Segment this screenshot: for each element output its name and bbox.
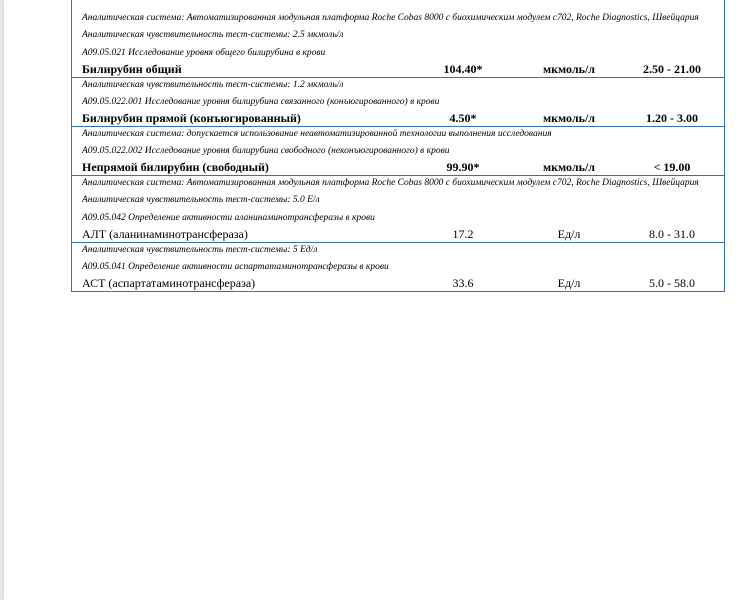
lab-results-table [71,0,725,292]
sensitivity-note: Аналитическая чувствительность тест-системы: 5.0 Е/л [82,195,320,205]
test-name: Непрямой билирубин (свободный) [82,160,269,174]
analytical-system-note: Аналитическая система: допускается использование неавтоматизированной технологии выполнения исследования [82,129,552,139]
result-row [82,227,724,242]
test-value: 104.40* [443,62,483,76]
sensitivity-note: Аналитическая чувствительность тест-системы: 5 Ед/л [82,245,318,255]
test-unit: мкмоль/л [542,111,596,125]
test-code-note: A09.05.042 Определение активности аланинаминотрансферазы в крови [82,213,375,223]
result-block-total-bilirubin [72,0,724,78]
test-name: АЛТ (аланинаминотрансфераза) [82,227,248,241]
test-code-note: A09.05.022.001 Исследование уровня билирубина связанного (конъюгированного) в крови [82,97,440,107]
test-unit: Ед/л [557,227,581,241]
result-block-ast [72,243,724,292]
analytical-system-note: Аналитическая система: Автоматизированная модульная платформа Roche Cobas 8000 с биохимическим модулем с702, Roche Diagnostics, Швейцария [82,178,699,188]
test-code-note: A09.05.022.002 Исследование уровня билирубина свободного (неконъюгированного) в крови [82,146,450,156]
test-value: 33.6 [452,276,474,290]
test-unit: Ед/л [557,276,581,290]
reference-range: 8.0 - 31.0 [649,227,695,241]
reference-range: < 19.00 [653,160,691,174]
reference-range: 1.20 - 3.00 [646,111,698,125]
reference-range: 5.0 - 58.0 [649,276,695,290]
test-value: 4.50* [449,111,477,125]
test-unit: мкмоль/л [542,160,596,174]
test-name: Билирубин прямой (конъюгированный) [82,111,301,125]
result-row [82,62,724,77]
test-value: 99.90* [446,160,480,174]
reference-range: 2.50 - 21.00 [643,62,701,76]
test-value: 17.2 [452,227,474,241]
document-page [4,0,755,600]
test-name: АСТ (аспартатаминотрансфераза) [82,276,256,290]
result-row [82,111,724,126]
test-name: Билирубин общий [82,62,182,76]
result-row [82,276,724,291]
test-code-note: A09.05.041 Определение активности аспартатаминотрансферазы в крови [82,262,389,272]
result-block-alt [72,176,724,243]
sensitivity-note: Аналитическая чувствительность тест-системы: 2.5 мкмоль/л [82,30,344,40]
result-row [82,160,724,175]
analytical-system-note: Аналитическая система: Автоматизированная модульная платформа Roche Cobas 8000 с биохимическим модулем с702, Roche Diagnostics, Швейцария [82,13,699,23]
test-unit: мкмоль/л [542,62,596,76]
test-code-note: A09.05.021 Исследование уровня общего билирубина в крови [82,48,326,58]
result-block-indirect-bilirubin [72,127,724,176]
result-block-direct-bilirubin [72,78,724,127]
sensitivity-note: Аналитическая чувствительность тест-системы: 1.2 мкмоль/л [82,80,344,90]
